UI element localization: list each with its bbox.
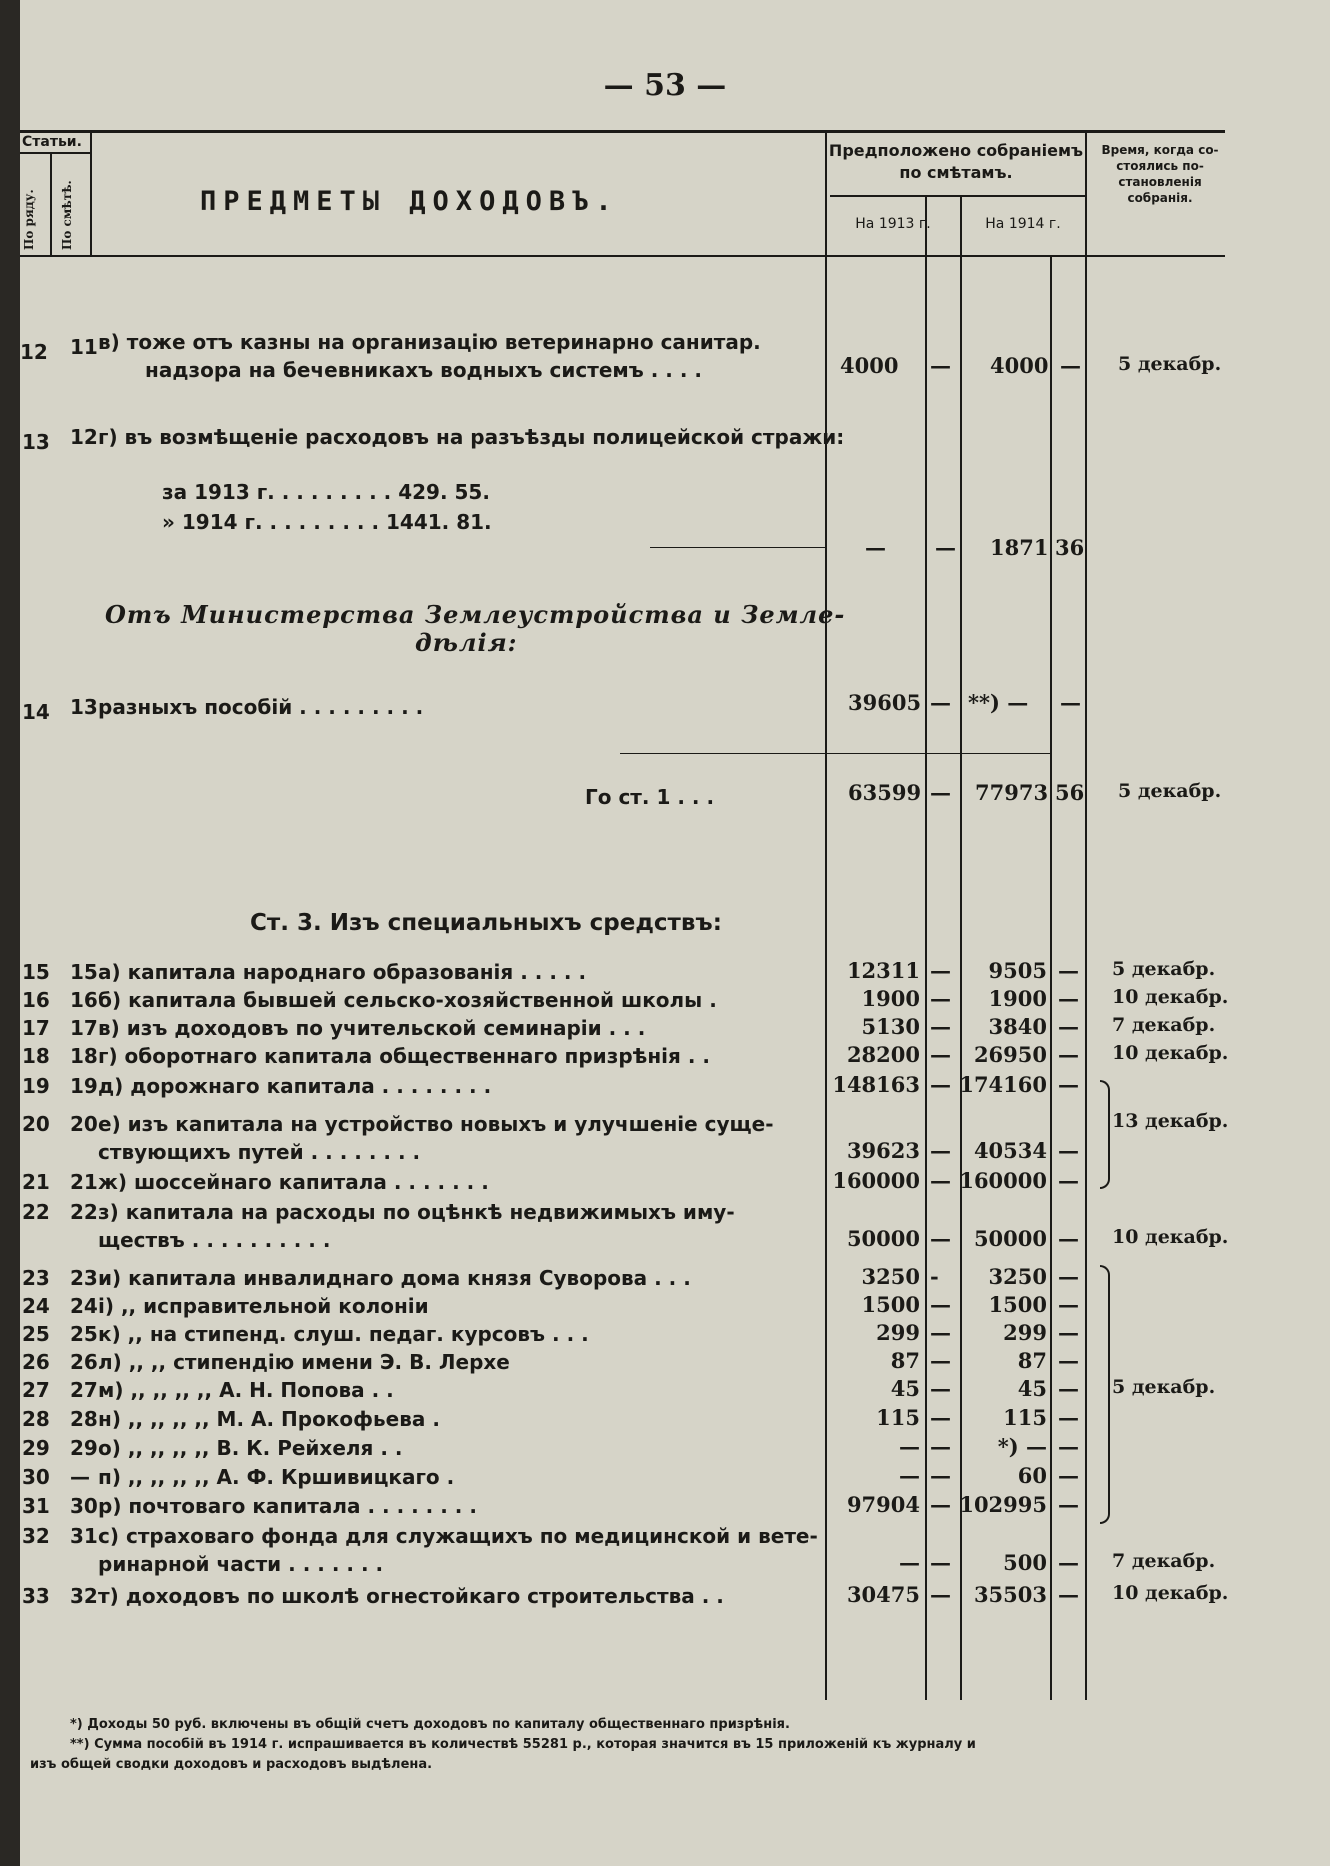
row-12-date: 5 декабр. bbox=[1118, 353, 1222, 375]
row-13-1913-kop: — bbox=[935, 535, 956, 560]
item-text: ринарной части . . . . . . . bbox=[98, 1552, 384, 1576]
item-text: г) оборотнаго капитала общественнаго призрѣнія . . bbox=[98, 1044, 710, 1068]
predpol-rule bbox=[830, 195, 1085, 197]
item-1913: 148163 bbox=[832, 1072, 920, 1097]
item-1913-kop: — bbox=[930, 1014, 951, 1039]
item-1913-kop: - bbox=[930, 1264, 939, 1289]
item-smete: 19 bbox=[70, 1074, 98, 1098]
item-1913: — bbox=[899, 1463, 920, 1488]
item-1913: 28200 bbox=[846, 1042, 920, 1067]
item-1913: 50000 bbox=[846, 1226, 920, 1251]
item-text: е) изъ капитала на устройство новыхъ и улучшеніе суще- bbox=[98, 1112, 774, 1136]
row-14-ryadu: 14 bbox=[22, 700, 50, 724]
item-1913: — bbox=[899, 1550, 920, 1575]
item-text: ществъ . . . . . . . . . . bbox=[98, 1228, 331, 1252]
item-text: і) ,, исправительной колоніи bbox=[98, 1294, 429, 1318]
item-1914: 174160 bbox=[959, 1072, 1047, 1097]
row-13-smete: 12 bbox=[70, 425, 98, 449]
item-smete: 26 bbox=[70, 1350, 98, 1374]
item-smete: 22 bbox=[70, 1200, 98, 1224]
item-1913-kop: — bbox=[930, 1072, 951, 1097]
item-1913: 160000 bbox=[832, 1168, 920, 1193]
header-stati: Статьи. bbox=[22, 134, 82, 150]
brace-5-dekabr bbox=[1100, 1265, 1110, 1524]
item-1914-kop: — bbox=[1058, 1434, 1079, 1459]
header-predpolozheno-1: Предположено собраніемъ bbox=[828, 141, 1084, 160]
item-date: 10 декабр. bbox=[1112, 1582, 1229, 1604]
item-ryadu: 18 bbox=[22, 1044, 50, 1068]
item-1914: 35503 bbox=[973, 1582, 1047, 1607]
item-1914-kop: — bbox=[1058, 1168, 1079, 1193]
row-12-ryadu: 12 bbox=[20, 340, 48, 364]
row-14-text: разныхъ пособій . . . . . . . . . bbox=[98, 695, 424, 719]
item-ryadu: 20 bbox=[22, 1112, 50, 1136]
row-12-1914-kop: — bbox=[1060, 353, 1081, 378]
row-12-1914: 4000 bbox=[990, 353, 1049, 378]
col-divider-1914-kop bbox=[1050, 255, 1052, 1700]
total-1913-kop: — bbox=[930, 780, 951, 805]
header-po-smete: По смѣтѣ. bbox=[60, 180, 74, 250]
book-spine bbox=[0, 0, 20, 1866]
item-1913: 115 bbox=[876, 1405, 920, 1430]
item-text: з) капитала на расходы по оцѣнкѣ недвижимыхъ иму- bbox=[98, 1200, 735, 1224]
total-1914: 77973 bbox=[975, 780, 1049, 805]
total-label: Го ст. 1 . . . bbox=[585, 785, 715, 809]
row-13-line1: г) въ возмѣщеніе расходовъ на разъѣзды полицейской стражи: bbox=[98, 425, 845, 449]
item-ryadu: 23 bbox=[22, 1266, 50, 1290]
row-12-line2: надзора на бечевникахъ водныхъ системъ . . . . bbox=[145, 358, 703, 382]
item-1913: 3250 bbox=[861, 1264, 920, 1289]
item-text: и) капитала инвалиднаго дома князя Суворова . . . bbox=[98, 1266, 691, 1290]
item-1913-kop: — bbox=[930, 1492, 951, 1517]
item-ryadu: 32 bbox=[22, 1524, 50, 1548]
item-1914: 3840 bbox=[988, 1014, 1047, 1039]
stati-rule bbox=[20, 152, 90, 154]
item-smete: 15 bbox=[70, 960, 98, 984]
item-smete: 27 bbox=[70, 1378, 98, 1402]
item-date: 13 декабр. bbox=[1112, 1110, 1229, 1132]
row-14-1913-kop: — bbox=[930, 690, 951, 715]
ministry-line2: дѣлія: bbox=[415, 628, 518, 657]
item-1914-kop: — bbox=[1058, 1138, 1079, 1163]
item-smete: 30 bbox=[70, 1494, 98, 1518]
item-1914: 102995 bbox=[959, 1492, 1047, 1517]
row-13-ryadu: 13 bbox=[22, 430, 50, 454]
item-1914: 1500 bbox=[988, 1292, 1047, 1317]
item-text: о) ,, ,, ,, ,, В. К. Рейхеля . . bbox=[98, 1436, 403, 1460]
item-smete: 24 bbox=[70, 1294, 98, 1318]
item-smete: 16 bbox=[70, 988, 98, 1012]
item-text: с) страховаго фонда для служащихъ по медицинской и вете- bbox=[98, 1524, 818, 1548]
item-1913-kop: — bbox=[930, 1582, 951, 1607]
item-1914-kop: — bbox=[1058, 1292, 1079, 1317]
item-text: м) ,, ,, ,, ,, А. Н. Попова . . bbox=[98, 1378, 394, 1402]
item-ryadu: 21 bbox=[22, 1170, 50, 1194]
item-1914: 45 bbox=[1017, 1376, 1047, 1401]
item-text: в) изъ доходовъ по учительской семинаріи . . . bbox=[98, 1016, 646, 1040]
item-smete: 18 bbox=[70, 1044, 98, 1068]
item-1914-kop: — bbox=[1058, 1550, 1079, 1575]
row-13-1914: 1871 bbox=[990, 535, 1049, 560]
header-col-1914: На 1914 г. bbox=[985, 216, 1061, 232]
item-text: д) дорожнаго капитала . . . . . . . . bbox=[98, 1074, 492, 1098]
item-1913-kop: — bbox=[930, 1348, 951, 1373]
item-ryadu: 30 bbox=[22, 1465, 50, 1489]
col-divider-1913-kop bbox=[925, 195, 927, 1700]
page-title: ПРЕДМЕТЫ ДОХОДОВЪ. bbox=[200, 186, 619, 217]
row-12-line1: в) тоже отъ казны на организацію ветеринарно санитар. bbox=[98, 330, 761, 354]
item-1913: 12311 bbox=[846, 958, 920, 983]
page-number: — 53 — bbox=[603, 68, 727, 103]
header-col-1913: На 1913 г. bbox=[855, 216, 931, 232]
item-smete: 17 bbox=[70, 1016, 98, 1040]
footnote-2: **) Сумма пособій въ 1914 г. испрашивается въ количествѣ 55281 р., которая значится въ 15 приложеній къ журналу и bbox=[70, 1737, 976, 1752]
item-1913: 87 bbox=[890, 1348, 920, 1373]
brace-13-dekabr bbox=[1100, 1080, 1110, 1189]
item-smete: 25 bbox=[70, 1322, 98, 1346]
item-1914: 87 bbox=[1017, 1348, 1047, 1373]
footnote-3: изъ общей сводки доходовъ и расходовъ выдѣлена. bbox=[30, 1757, 433, 1772]
item-text: к) ,, на стипенд. слуш. педаг. курсовъ . . . bbox=[98, 1322, 589, 1346]
item-1914: 9505 bbox=[988, 958, 1047, 983]
row-13-1914-kop: 36 bbox=[1055, 535, 1085, 560]
item-1914: 500 bbox=[1003, 1550, 1047, 1575]
item-1913: 39623 bbox=[846, 1138, 920, 1163]
row-14-1914: **) — bbox=[968, 690, 1029, 715]
item-1914: 115 bbox=[1003, 1405, 1047, 1430]
item-1914: 26950 bbox=[973, 1042, 1047, 1067]
item-1914-kop: — bbox=[1058, 1014, 1079, 1039]
col-divider-stati bbox=[90, 130, 92, 255]
item-smete: 23 bbox=[70, 1266, 98, 1290]
item-1913: 299 bbox=[876, 1320, 920, 1345]
item-1913-kop: — bbox=[930, 958, 951, 983]
total-date: 5 декабр. bbox=[1118, 780, 1222, 802]
item-1913-kop: — bbox=[930, 1138, 951, 1163]
item-1914-kop: — bbox=[1058, 1072, 1079, 1097]
item-1914-kop: — bbox=[1058, 1042, 1079, 1067]
ministry-line1: Отъ Министерства Землеустройства и Земле- bbox=[105, 600, 846, 629]
item-ryadu: 33 bbox=[22, 1584, 50, 1608]
item-1914: 50000 bbox=[973, 1226, 1047, 1251]
item-1914-kop: — bbox=[1058, 1582, 1079, 1607]
item-1914-kop: — bbox=[1058, 958, 1079, 983]
row-12-1913: 4000 bbox=[840, 353, 899, 378]
item-date: 7 декабр. bbox=[1112, 1550, 1216, 1572]
item-date: 10 декабр. bbox=[1112, 1226, 1229, 1248]
item-1914-kop: — bbox=[1058, 1264, 1079, 1289]
row-13-sub-1913: за 1913 г. . . . . . . . . 429. 55. bbox=[162, 480, 490, 504]
item-text: а) капитала народнаго образованія . . . . . bbox=[98, 960, 587, 984]
col-divider-ryadu bbox=[50, 152, 52, 255]
item-text: р) почтоваго капитала . . . . . . . . bbox=[98, 1494, 477, 1518]
item-1914-kop: — bbox=[1058, 986, 1079, 1011]
item-1913: 97904 bbox=[846, 1492, 920, 1517]
item-smete: 21 bbox=[70, 1170, 98, 1194]
footnote-1: *) Доходы 50 руб. включены въ общій счетъ доходовъ по капиталу общественнаго призрѣнія. bbox=[70, 1717, 790, 1732]
col-divider-1913 bbox=[825, 130, 827, 1700]
item-1913-kop: — bbox=[930, 986, 951, 1011]
header-po-ryadu: По ряду. bbox=[22, 189, 36, 250]
item-ryadu: 16 bbox=[22, 988, 50, 1012]
item-1913-kop: — bbox=[930, 1405, 951, 1430]
item-smete: 31 bbox=[70, 1524, 98, 1548]
item-ryadu: 17 bbox=[22, 1016, 50, 1040]
row-12-smete: 11 bbox=[70, 335, 98, 359]
item-1913-kop: — bbox=[930, 1042, 951, 1067]
item-ryadu: 26 bbox=[22, 1350, 50, 1374]
item-smete: — bbox=[70, 1465, 90, 1489]
item-1913-kop: — bbox=[930, 1550, 951, 1575]
row-13-1913: — bbox=[865, 535, 886, 560]
row-13-sub-1914: » 1914 г. . . . . . . . . 1441. 81. bbox=[162, 510, 492, 534]
item-ryadu: 19 bbox=[22, 1074, 50, 1098]
item-1913: 1900 bbox=[861, 986, 920, 1011]
item-1913-kop: — bbox=[930, 1463, 951, 1488]
item-date: 5 декабр. bbox=[1112, 958, 1216, 980]
item-date: 10 декабр. bbox=[1112, 1042, 1229, 1064]
item-1913-kop: — bbox=[930, 1292, 951, 1317]
item-ryadu: 24 bbox=[22, 1294, 50, 1318]
item-1914: 160000 bbox=[959, 1168, 1047, 1193]
item-smete: 29 bbox=[70, 1436, 98, 1460]
row-12-1913-kop: — bbox=[930, 353, 951, 378]
item-1913: 1500 bbox=[861, 1292, 920, 1317]
item-1914: 299 bbox=[1003, 1320, 1047, 1345]
item-ryadu: 27 bbox=[22, 1378, 50, 1402]
section-3-title: Ст. 3. Изъ специальныхъ средствъ: bbox=[250, 910, 722, 936]
item-1913: 45 bbox=[890, 1376, 920, 1401]
row-14-1914-kop: — bbox=[1060, 690, 1081, 715]
item-text: т) доходовъ по школѣ огнестойкаго строительства . . bbox=[98, 1584, 724, 1608]
item-1914-kop: — bbox=[1058, 1226, 1079, 1251]
item-1913-kop: — bbox=[930, 1226, 951, 1251]
item-text: ствующихъ путей . . . . . . . . bbox=[98, 1140, 421, 1164]
item-1913-kop: — bbox=[930, 1320, 951, 1345]
item-1914: 60 bbox=[1017, 1463, 1047, 1488]
item-1914-kop: — bbox=[1058, 1405, 1079, 1430]
item-smete: 20 bbox=[70, 1112, 98, 1136]
item-ryadu: 25 bbox=[22, 1322, 50, 1346]
header-bottom-rule bbox=[20, 255, 1225, 257]
row-14-1913: 39605 bbox=[848, 690, 922, 715]
total-1914-kop: 56 bbox=[1055, 780, 1085, 805]
total-1913: 63599 bbox=[848, 780, 922, 805]
item-1914: 1900 bbox=[988, 986, 1047, 1011]
item-ryadu: 15 bbox=[22, 960, 50, 984]
row-13-sum-rule bbox=[650, 547, 825, 548]
item-1914: 40534 bbox=[973, 1138, 1047, 1163]
item-1914-kop: — bbox=[1058, 1320, 1079, 1345]
item-1913: — bbox=[899, 1434, 920, 1459]
item-ryadu: 31 bbox=[22, 1494, 50, 1518]
item-smete: 32 bbox=[70, 1584, 98, 1608]
item-1913-kop: — bbox=[930, 1376, 951, 1401]
item-1913-kop: — bbox=[930, 1434, 951, 1459]
item-1913: 5130 bbox=[861, 1014, 920, 1039]
item-1914-kop: — bbox=[1058, 1376, 1079, 1401]
col-divider-date bbox=[1085, 130, 1087, 1700]
header-predpolozheno-2: по смѣтамъ. bbox=[899, 163, 1013, 182]
item-1914-kop: — bbox=[1058, 1492, 1079, 1517]
item-text: ж) шоссейнаго капитала . . . . . . . bbox=[98, 1170, 489, 1194]
header-top-rule bbox=[20, 130, 1225, 133]
item-text: п) ,, ,, ,, ,, А. Ф. Кршивицкаго . bbox=[98, 1465, 455, 1489]
item-date: 5 декабр. bbox=[1112, 1376, 1216, 1398]
item-date: 7 декабр. bbox=[1112, 1014, 1216, 1036]
item-1913-kop: — bbox=[930, 1168, 951, 1193]
item-1914: 3250 bbox=[988, 1264, 1047, 1289]
item-smete: 28 bbox=[70, 1407, 98, 1431]
row-14-smete: 13 bbox=[70, 695, 98, 719]
item-1914-kop: — bbox=[1058, 1463, 1079, 1488]
item-1914-kop: — bbox=[1058, 1348, 1079, 1373]
item-1914: *) — bbox=[997, 1434, 1047, 1459]
header-vremya: Время, когда со- стоялись по- становленія собранія. bbox=[1101, 143, 1219, 205]
item-text: л) ,, ,, стипендію имени Э. В. Лерхе bbox=[98, 1350, 510, 1374]
total-rule bbox=[620, 753, 1050, 754]
item-ryadu: 22 bbox=[22, 1200, 50, 1224]
item-text: н) ,, ,, ,, ,, М. А. Прокофьева . bbox=[98, 1407, 440, 1431]
item-date: 10 декабр. bbox=[1112, 986, 1229, 1008]
item-1913: 30475 bbox=[846, 1582, 920, 1607]
item-ryadu: 28 bbox=[22, 1407, 50, 1431]
item-text: б) капитала бывшей сельско-хозяйственной школы . bbox=[98, 988, 717, 1012]
item-ryadu: 29 bbox=[22, 1436, 50, 1460]
